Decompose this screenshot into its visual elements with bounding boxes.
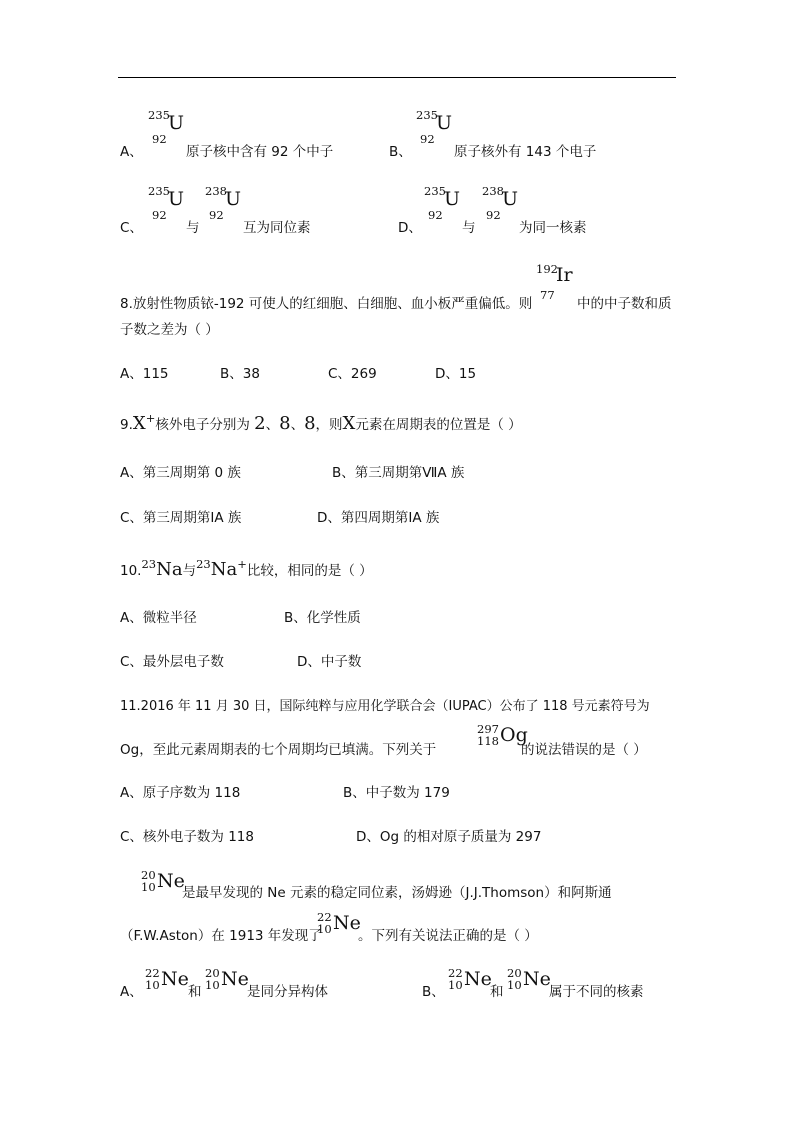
q7-option-a-label: A、 — [120, 144, 143, 160]
q8-option-a: A、115 — [120, 366, 169, 382]
q7-option-b-text: 原子核外有 143 个电子 — [454, 144, 597, 160]
q8-option-c: C、269 — [328, 366, 377, 382]
q10-option-d: D、中子数 — [297, 654, 362, 670]
q7-option-d-and: 与 — [462, 220, 476, 236]
q8-option-b: B、38 — [220, 366, 260, 382]
q12-option-b-and: 和 — [490, 984, 504, 1000]
q11-option-d: D、Og 的相对原子质量为 297 — [356, 829, 542, 845]
q8-stem-line1: 8.放射性物质铱-192 可使人的红细胞、白细胞、血小板严重偏低。则 — [120, 296, 533, 312]
q12-option-a-label: A、 — [120, 984, 143, 1000]
q10-stem: 10.23Na与23Na+比较，相同的是（ ） — [120, 557, 373, 580]
q12-option-b-label: B、 — [422, 984, 445, 1000]
q12-stem-line1: 是最早发现的 Ne 元素的稳定同位素，汤姆逊（J.J.Thomson）和阿斯通 — [182, 885, 612, 901]
q12-option-b-text: 属于不同的核素 — [549, 984, 644, 1000]
q7-option-c-and: 与 — [186, 220, 200, 236]
q11-stem-line2-pre: Og，至此元素周期表的七个周期均已填满。下列关于 — [120, 742, 437, 758]
q10-option-c: C、最外层电子数 — [120, 654, 224, 670]
q8-stem-line2: 子数之差为（ ） — [120, 322, 219, 338]
q12-option-a-and: 和 — [188, 984, 202, 1000]
q7-option-a-text: 原子核中含有 92 个中子 — [186, 144, 334, 160]
q7-option-c-text: 互为同位素 — [243, 220, 311, 236]
header-rule — [118, 77, 676, 78]
q7-option-d-text: 为同一核素 — [519, 220, 587, 236]
q10-option-b: B、化学性质 — [284, 610, 361, 626]
q12-stem-line2-pre: （F.W.Aston）在 1913 年发现了 — [120, 928, 322, 944]
q12-option-a-text: 是同分异构体 — [247, 984, 328, 1000]
q11-stem-line1: 11.2016 年 11 月 30 日，国际纯粹与应用化学联合会（IUPAC）公布了 118 号元素符号为 — [120, 699, 650, 714]
q8-stem-line1-end: 中的中子数和质 — [577, 296, 672, 312]
q11-option-a: A、原子序数为 118 — [120, 785, 241, 801]
q7-option-b-label: B、 — [389, 144, 412, 160]
q7-option-c-label: C、 — [120, 220, 143, 236]
q9-option-a: A、第三周期第 0 族 — [120, 465, 241, 481]
q10-option-a: A、微粒半径 — [120, 610, 197, 626]
q9-option-c: C、第三周期第ⅠA 族 — [120, 510, 242, 526]
q9-option-b: B、第三周期第ⅦA 族 — [332, 465, 465, 481]
q12-stem-line2-post: 。下列有关说法正确的是（ ） — [358, 928, 538, 944]
q9-option-d: D、第四周期第ⅠA 族 — [317, 510, 440, 526]
q11-option-b: B、中子数为 179 — [343, 785, 450, 801]
q7-option-d-label: D、 — [398, 220, 422, 236]
q9-stem: 9.X+核外电子分别为 2、8、8，则X元素在周期表的位置是（ ） — [120, 411, 522, 434]
q8-option-d: D、15 — [435, 366, 477, 382]
q11-stem-line2-post: 的说法错误的是（ ） — [521, 742, 647, 758]
q11-option-c: C、核外电子数为 118 — [120, 829, 254, 845]
